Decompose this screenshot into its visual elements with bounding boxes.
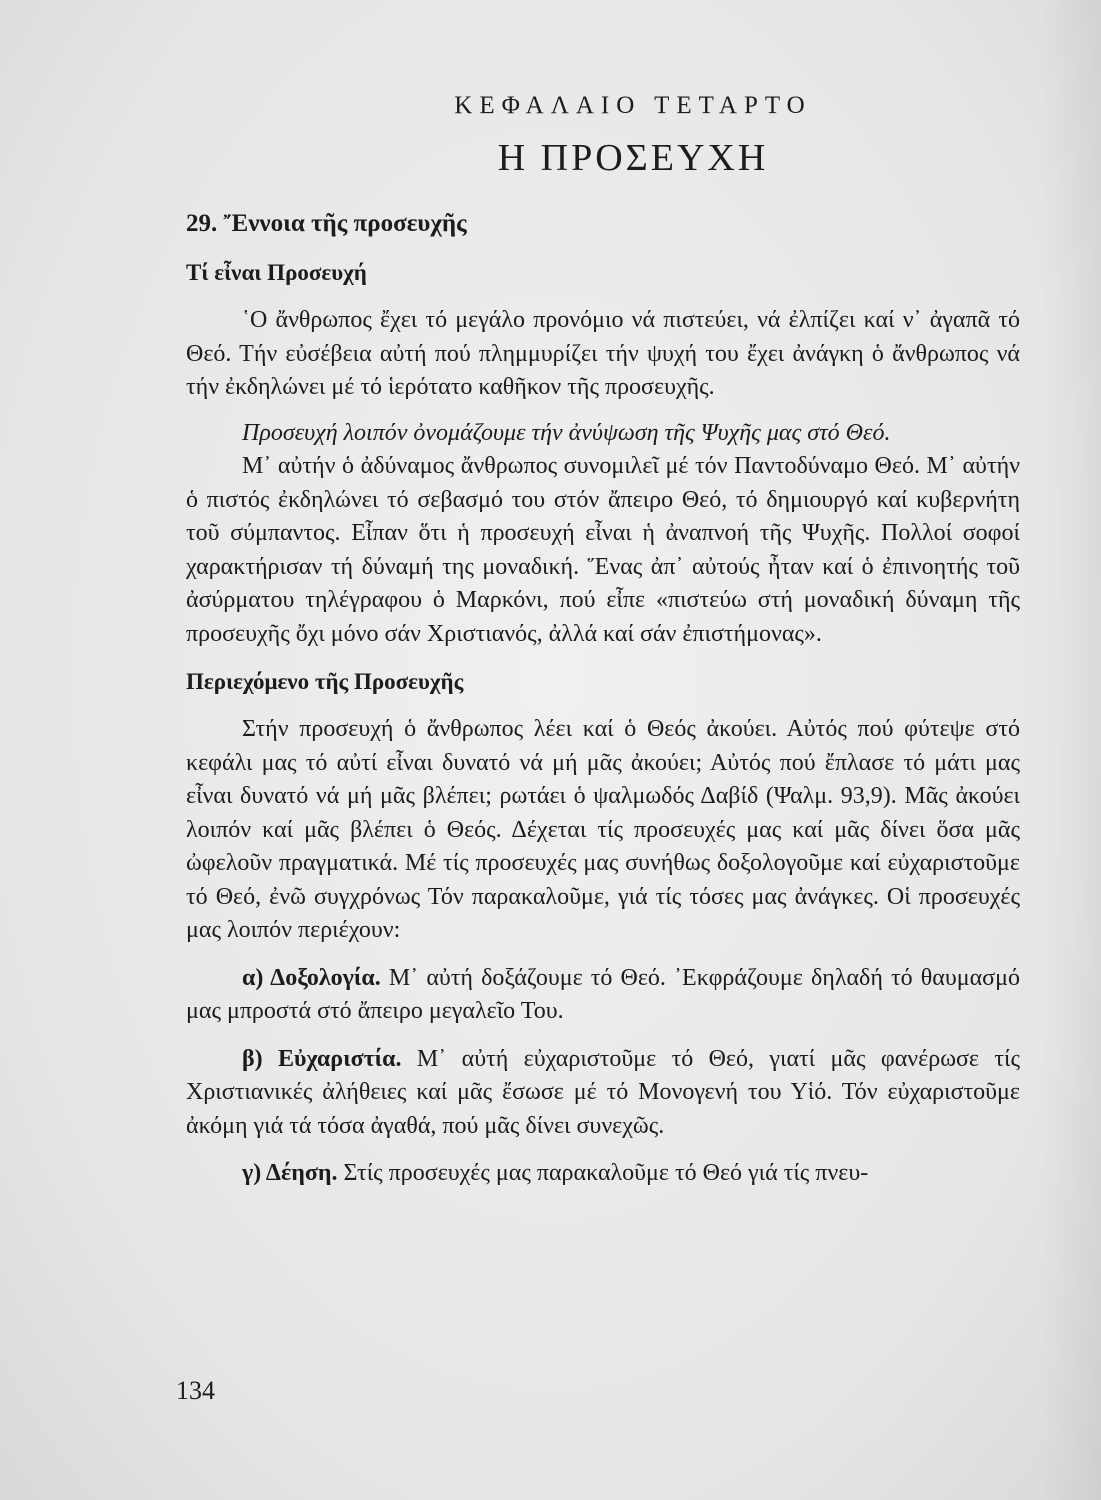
list-item-thanksgiving [186,1043,1020,1144]
paragraph-intro: ῾Ο ἄνθρωπος ἔχει τό μεγάλο προνόμιο νά πιστεύει, νά ἐλπίζει καί ν᾽ ἀγαπᾶ τό Θεό. Τήν εὐσέβεια αὐτή πού πλημμυρίζει τήν ψυχή του ἔχει ἀνάγκη ὁ ἄνθρωπος νά τήν ἐκδηλώνει μέ τό ἱερότατο καθῆκον τῆς προσευχῆς. [186,307,1020,400]
term-doxology: α) Δοξολογία. [242,964,381,991]
subheading-content-of-prayer: Περιεχόμενο τῆς Προσευχῆς [186,669,464,694]
chapter-title: Η ΠΡΟΣΕΥΧΗ [497,137,769,179]
subheading-what-is-prayer: Τί εἶναι Προσευχή [186,260,367,285]
page-content [186,80,1020,1191]
list-item-supplication [186,1157,1020,1191]
chapter-label: ΚΕΦΑΛΑΙΟ ΤΕΤΑΡΤΟ [454,92,812,119]
text-supplication: Στίς προσευχές μας παρακαλοῦμε τό Θεό γιά τίς πνευ- [337,1160,869,1186]
text-thanksgiving: Μ᾽ αὐτή εὐχαριστοῦμε τό Θεό, γιατί μᾶς φανέρωσε τίς Χριστιανικές ἀλήθειες καί μᾶς ἔσωσε μέ τό Μονογενή του Υἱό. Τόν εὐχαριστοῦμε ἀκόμη γιά τά τόσα ἀγαθά, πού μᾶς δίνει συνεχῶς. [186,1045,1020,1139]
page-edge-shadow [1041,0,1101,1500]
term-thanksgiving: β) Εὐχαριστία. [242,1045,402,1072]
text-doxology: Μ᾽ αὐτή δοξάζουμε τό Θεό. ᾿Εκφράζουμε δηλαδή τό θαυμασμό μας μπροστά στό ἄπειρο μεγαλεῖο Του. [186,964,1020,1024]
list-item-doxology [186,962,1020,1029]
paragraph-prayer-power: Μ᾽ αὐτήν ὁ ἀδύναμος ἄνθρωπος συνομιλεῖ μέ τόν Παντοδύναμο Θεό. Μ᾽ αὐτήν ὁ πιστός ἐκδηλώνει τό σεβασμό του στόν ἄπειρο Θεό, τό δημιουργό καί κυβερνήτη τοῦ σύμπαντος. Εἶπαν ὅτι ἡ προσευχή εἶναι ἡ ἀναπνοή τῆς Ψυχῆς. Πολλοί σοφοί χαρακτήρισαν τή δύναμή της μοναδική. Ἕνας ἀπ᾽ αὐτούς ἦταν καί ὁ ἐπινοητής τοῦ ἀσύρματου τηλέγραφου ὁ Μαρκόνι, πού εἶπε «πιστεύω στή μοναδική δύναμη τῆς προσευχῆς ὄχι μόνο σάν Χριστιανός, ἀλλά καί σάν ἐπιστήμονας». [186,453,1020,647]
term-supplication: γ) Δέηση. [242,1160,338,1186]
section-heading: 29. Ἔννοια τῆς προσευχῆς [186,210,467,237]
paragraph-definition: Προσευχή λοιπόν ὀνομάζουμε τήν ἀνύψωση τῆς Ψυχῆς μας στό Θεό. [242,419,891,446]
paragraph-god-listens: Στήν προσευχή ὁ ἄνθρωπος λέει καί ὁ Θεός ἀκούει. Αὐτός πού φύτεψε στό κεφάλι μας τό αὐτί εἶναι δυνατό νά μή μᾶς ἀκούει; Αὐτός πού ἔπλασε τό μάτι μας εἶναι δυνατό νά μή μᾶς βλέπει; ρωτάει ὁ ψαλμωδός Δαβίδ (Ψαλμ. 93,9). Μᾶς ἀκούει λοιπόν καί μᾶς βλέπει ὁ Θεός. Δέχεται τίς προσευχές μας καί μᾶς δίνει ὅσα μᾶς ὠφελοῦν πραγματικά. Μέ τίς προσευχές μας συνήθως δοξολογοῦμε καί εὐχαριστοῦμε τό Θεό, ἐνῶ συγχρόνως Τόν παρακαλοῦμε, γιά τίς τόσες μας ἀνάγκες. Οἱ προσευχές μας λοιπόν περιέχουν: [186,716,1020,943]
page-number: 134 [176,1376,215,1405]
